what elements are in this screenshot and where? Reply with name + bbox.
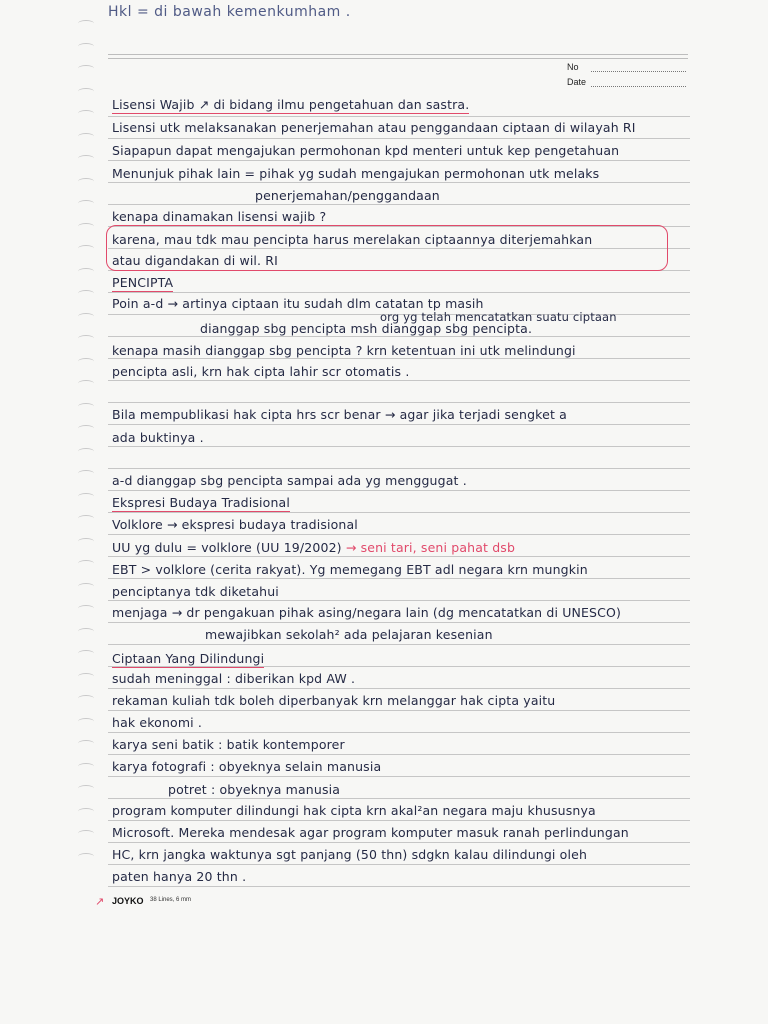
binder-hole [78, 695, 94, 702]
binder-hole [78, 448, 94, 455]
note-line: Bila mempublikasi hak cipta hrs scr benar → agar jika terjadi sengket a [112, 407, 567, 422]
note-line: Poin a-d → artinya ciptaan itu sudah dlm catatan tp masih [112, 296, 484, 311]
ruled-line [108, 402, 690, 403]
ruled-line [108, 644, 690, 645]
ruled-line [108, 556, 690, 557]
note-line: Lisensi utk melaksanakan penerjemahan atau penggandaan ciptaan di wilayah RI [112, 120, 636, 135]
ruled-line [108, 446, 690, 447]
heading-lisensi-wajib: Lisensi Wajib ↗ di bidang ilmu pengetahuan dan sastra. [112, 97, 470, 112]
binder-hole [78, 673, 94, 680]
note-line: sudah meninggal : diberikan kpd AW . [112, 671, 356, 686]
heading-ekspresi-budaya: Ekspresi Budaya Tradisional [112, 495, 290, 510]
note-line: pencipta asli, krn hak cipta lahir scr otomatis . [112, 364, 410, 379]
corner-mark-icon: ↗ [95, 895, 105, 908]
note-line: penerjemahan/penggandaan [255, 188, 440, 203]
ruled-line [108, 820, 690, 821]
note-line: karena, mau tdk mau pencipta harus merelakan ciptaannya diterjemahkan [112, 232, 593, 247]
ruled-line [108, 380, 690, 381]
binder-hole [78, 650, 94, 657]
binder-hole [78, 628, 94, 635]
binder-hole [78, 785, 94, 792]
binder-hole [78, 178, 94, 185]
note-line: rekaman kuliah tdk boleh diperbanyak krn melanggar hak cipta yaitu [112, 693, 556, 708]
brand-logo: JOYKO [112, 896, 144, 906]
note-line: potret : obyeknya manusia [168, 782, 341, 797]
note-line: program komputer dilindungi hak cipta krn akal²an negara maju khususnya [112, 803, 596, 818]
note-line: org yg telah mencatatkan suatu ciptaan [380, 310, 617, 324]
binder-hole [78, 88, 94, 95]
binder-hole [78, 155, 94, 162]
brand-subtitle: 38 Lines, 6 mm [150, 897, 192, 903]
binder-hole [78, 290, 94, 297]
binder-hole [78, 763, 94, 770]
binder-hole [78, 268, 94, 275]
header-line [108, 58, 688, 59]
ruled-line [108, 490, 690, 491]
ruled-line [108, 424, 690, 425]
binder-hole [78, 718, 94, 725]
binder-hole [78, 470, 94, 477]
heading-pencipta: PENCIPTA [112, 275, 174, 290]
binder-hole [78, 133, 94, 140]
binder-hole [78, 380, 94, 387]
binder-hole [78, 20, 94, 27]
binder-hole [78, 808, 94, 815]
note-line: mewajibkan sekolah² ada pelajaran kesenian [205, 627, 493, 642]
top-note: Hkl = di bawah kemenkumham . [108, 4, 351, 20]
note-line: UU yg dulu = volklore (UU 19/2002) → seni tari, seni pahat dsb [112, 540, 516, 555]
ruled-line [108, 710, 690, 711]
binder-hole [78, 605, 94, 612]
ruled-line [108, 204, 690, 205]
header-line [108, 54, 688, 55]
date-field [567, 77, 586, 87]
ruled-line [108, 182, 690, 183]
note-line: karya fotografi : obyeknya selain manusia [112, 759, 382, 774]
ruled-line [108, 842, 690, 843]
binder-hole [78, 740, 94, 747]
note-line: dianggap sbg pencipta msh dianggap sbg pencipta. [200, 321, 533, 336]
heading-ciptaan-dilindungi: Ciptaan Yang Dilindungi [112, 651, 265, 666]
binder-hole [78, 245, 94, 252]
note-line: atau digandakan di wil. RI [112, 253, 278, 268]
binder-hole [78, 223, 94, 230]
note-line: Siapapun dapat mengajukan permohonan kpd menteri untuk kep pengetahuan [112, 143, 620, 158]
note-line: HC, krn jangka waktunya sgt panjang (50 thn) sdgkn kalau dilindungi oleh [112, 847, 588, 862]
no-field [567, 62, 579, 72]
binder-hole [78, 830, 94, 837]
ruled-line [108, 622, 690, 623]
ruled-line [108, 160, 690, 161]
note-line: a-d dianggap sbg pencipta sampai ada yg menggugat . [112, 473, 467, 488]
note-line: kenapa masih dianggap sbg pencipta ? krn ketentuan ini utk melindungi [112, 343, 576, 358]
ruled-line [108, 886, 690, 887]
ruled-line [108, 578, 690, 579]
binder-hole [78, 583, 94, 590]
binder-hole [78, 853, 94, 860]
ruled-line [108, 138, 690, 139]
note-line: ada buktinya . [112, 430, 204, 445]
binder-hole [78, 538, 94, 545]
binder-hole [78, 110, 94, 117]
binder-hole [78, 560, 94, 567]
binder-hole [78, 200, 94, 207]
binder-hole [78, 43, 94, 50]
binder-hole [78, 335, 94, 342]
binder-hole [78, 313, 94, 320]
note-line: Menunjuk pihak lain = pihak yg sudah mengajukan permohonan utk melaks [112, 166, 600, 181]
binder-holes [70, 0, 100, 1024]
ruled-line [108, 512, 690, 513]
binder-hole [78, 515, 94, 522]
note-line: menjaga → dr pengakuan pihak asing/negara lain (dg mencatatkan di UNESCO) [112, 605, 622, 620]
ruled-line [108, 864, 690, 865]
binder-hole [78, 65, 94, 72]
note-line: karya seni batik : batik kontemporer [112, 737, 345, 752]
ruled-line [108, 292, 690, 293]
binder-hole [78, 425, 94, 432]
binder-hole [78, 403, 94, 410]
ruled-line [108, 798, 690, 799]
ruled-line [108, 534, 690, 535]
binder-hole [78, 358, 94, 365]
note-line: penciptanya tdk diketahui [112, 584, 279, 599]
ruled-line [108, 732, 690, 733]
ruled-line [108, 116, 690, 117]
ruled-line [108, 754, 690, 755]
note-line: kenapa dinamakan lisensi wajib ? [112, 209, 327, 224]
date-label: Date [567, 77, 587, 87]
binder-hole [78, 493, 94, 500]
note-line: hak ekonomi . [112, 715, 203, 730]
ruled-line [108, 468, 690, 469]
ruled-line [108, 776, 690, 777]
red-annotation: → seni tari, seni pahat dsb [345, 540, 516, 555]
note-line: EBT > volklore (cerita rakyat). Yg memegang EBT adl negara krn mungkin [112, 562, 588, 577]
note-line: Volklore → ekspresi budaya tradisional [112, 517, 358, 532]
note-line: paten hanya 20 thn . [112, 869, 247, 884]
ruled-line [108, 600, 690, 601]
ruled-line [108, 688, 690, 689]
no-label: No [567, 62, 579, 72]
note-line: Microsoft. Mereka mendesak agar program komputer masuk ranah perlindungan [112, 825, 629, 840]
